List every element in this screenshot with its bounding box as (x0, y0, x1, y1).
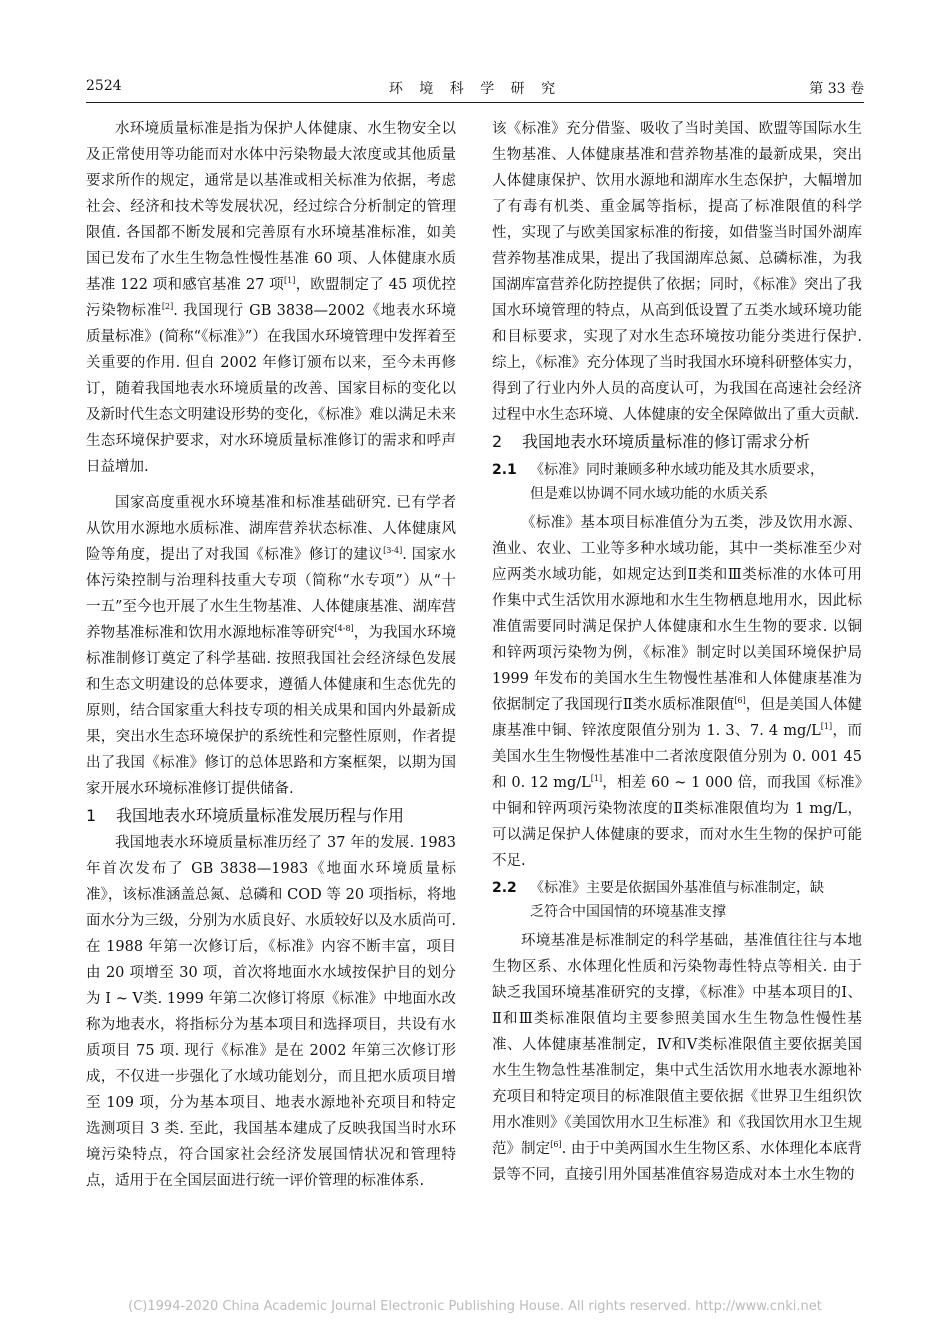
running-header (86, 74, 864, 103)
left-column (86, 116, 456, 1194)
citation: [2] (161, 302, 174, 312)
page-number: 2524 (86, 78, 122, 94)
paragraph-2-1: 《标准》基本项目标准值分为五类，涉及饮用水源、渔业、农业、工业等多种水域功能，其中一类标准至少对应两类水域功能，如规定达到Ⅱ类和Ⅲ类标准的水体可用作集中式生活饮用水源地和水生生物栖息地用水，因此标准值需要同时满足保护人体健康和水生生物的要求. 以铜和锌两项污染物为例，《标准》制定时以美国环境保护局 1999 年发布的美国水生生物慢性基准和人体健康基准为依据制定了我国现行Ⅱ类水质标准限值[6]，但是美国人体健康基准中铜、锌浓度限值分别为 1. 3、7. 4 mg/L[1]，而美国水生生物慢性基准中二者浓度限值分别为 0. 001 45 和 0. 12 mg/L[1]，相差 60 ~ 1 000 倍，而我国《标准》中铜和锌两项污染物浓度的Ⅱ类标准限值均为 1 mg/L，可以满足保护人体健康的要求，而对水生生物的保护可能不足. (492, 515, 863, 869)
paragraph-2-2: 环境基准是标准制定的科学基础，基准值往往与本地生物区系、水体理化性质和污染物毒性特点等相关. 由于缺乏我国环境基准研究的支撑，《标准》中基本项目的Ⅰ、Ⅱ和Ⅲ类标准限值均主要参照美国水生生物急性慢性基准、人体健康基准制定，Ⅳ和Ⅴ类标准限值主要依据美国水生生物急性基准制定，集中式生活饮用水地表水源地补充项目和特定项目的标准限值主要依据《世界卫生组织饮用水准则》《美国饮用水卫生标准》和《我国饮用水卫生规范》制定[6]. 由于中美两国水生生物区系、水体理化本底背景等不同，直接引用外国基准值容易造成对本土水生物的 (492, 933, 863, 1183)
citation: [3-4] (383, 546, 403, 556)
citation: [6] (550, 1140, 562, 1150)
citation: [1] (590, 774, 603, 784)
section-heading-1: 1 我国地表水环境质量标准发展历程与作用 (86, 806, 405, 825)
citation: [6] (734, 696, 746, 706)
subsection-heading-2-1: 2.1 《标准》同时兼顾多种水域功能及其水质要求， 但是难以协调不同水域功能的水质关系 (492, 462, 824, 502)
paragraph-history: 我国地表水环境质量标准历经了 37 年的发展. 1983 年首次发布了 GB 3838—1983《地面水环境质量标准》，该标准涵盖总氮、总磷和 COD 等 20 项指标，将地面水分为三级，分别为水质良好、水质较好以及水质尚可. 在 1988 年第一次修订后，《标准》内容不断丰富，项目由 20 项增至 30 项，首次将地面水水域按保护目的划分为 Ⅰ ~ Ⅴ类. 1999 年第二次修订将原《标准》中地面水改称为地表水，将指标分为基本项目和选择项目，共设有水质项目 75 项. 现行《标准》是在 2002 年第三次修订形成，不仅进一步强化了水域功能划分，而且把水质项目增至 109 项，分为基本项目、地表水源地补充项目和特定选测项目 3 类. 至此，我国基本建成了反映我国当时水环境污染特点，符合国家社会经济发展国情状况和管理特点，适用于在全国层面进行统一评价管理的标准体系. (86, 835, 456, 1189)
journal-title: 环 境 科 学 研 究 (388, 81, 562, 97)
paragraph-intro-2: 国家高度重视水环境基准和标准基础研究. 已有学者从饮用水源地水质标准、湖库营养状态标准、人体健康风险等角度，提出了对我国《标准》修订的建议[3-4]. 国家水体污染控制与治理科技重大专项（简称“水专项”）从“十一五”至今也开展了水生生物基准、人体健康基准、湖库营养物基准标准和饮用水源地标准等研究[4-8]，为我国水环境标准制修订奠定了科学基础. 按照我国社会经济绿色发展和生态文明建设的总体要求，遵循人体健康和生态优先的原则，结合国家重大科技专项的相关成果和国内外最新成果，突出水生态环境保护的系统性和完整性原则，作者提出了我国《标准》修订的总体思路和方案框架，以期为国家开展水环境标准修订提供储备. (86, 495, 457, 797)
copyright-watermark: (C)1994-2020 China Academic Journal Electronic Publishing House. All rights reserved. http://www.cnki.net (128, 1299, 822, 1314)
paragraph-continued: 该《标准》充分借鉴、吸收了当时美国、欧盟等国际水生生物基准、人体健康基准和营养物基准的最新成果，突出人体健康保护、饮用水源地和湖库水生态保护，大幅增加了有毒有机类、重金属等指标，提高了标准限值的科学性，实现了与欧美国家标准的衔接，如借鉴当时国外湖库营养物基准成果，提出了我国湖库总氮、总磷标准，为我国湖库富营养化防控提供了依据；同时，《标准》突出了我国水环境管理的特点，从高到低设置了五类水域环境功能和目标要求，实现了对水生态环境按功能分类进行保护. 综上，《标准》充分体现了当时我国水环境科研整体实力，得到了行业内外人员的高度认可，为我国在高速社会经济过程中水生态环境、人体健康的安全保障做出了重大贡献. (492, 121, 862, 423)
volume-label: 第 33 卷 (809, 81, 864, 97)
section-heading-2: 2 我国地表水环境质量标准的修订需求分析 (492, 432, 811, 451)
citation: [1] (284, 276, 296, 286)
citation: [4-8] (334, 624, 354, 634)
citation: [1] (820, 722, 833, 732)
right-column (492, 116, 862, 1188)
paragraph-intro-1: 水环境质量标准是指为保护人体健康、水生物安全以及正常使用等功能而对水体中污染物最大浓度或其他质量要求所作的规定，通常是以基准或相关标准为依据，考虑社会、经济和技术等发展状况，经过综合分析制定的管理限值. 各国都不断发展和完善原有水环境基准标准，如美国已发布了水生生物急性慢性基准 60 项、人体健康水质基准 122 项和感官基准 27 项[1]，欧盟制定了 45 项优控污染物标准[2]. 我国现行 GB 3838—2002《地表水环境质量标准》(简称“《标准》”）在我国水环境管理中发挥着至关重要的作用. 但自 2002 年修订颁布以来，至今未再修订，随着我国地表水环境质量的改善、国家目标的变化以及新时代生态文明建设形势的变化，《标准》难以满足未来生态环境保护要求，对水环境质量标准修订的需求和呼声日益增加. (86, 121, 457, 475)
subsection-heading-2-2: 2.2 《标准》主要是依据国外基准值与标准制定，缺 乏符合中国国情的环境基准支撑 (492, 880, 824, 920)
